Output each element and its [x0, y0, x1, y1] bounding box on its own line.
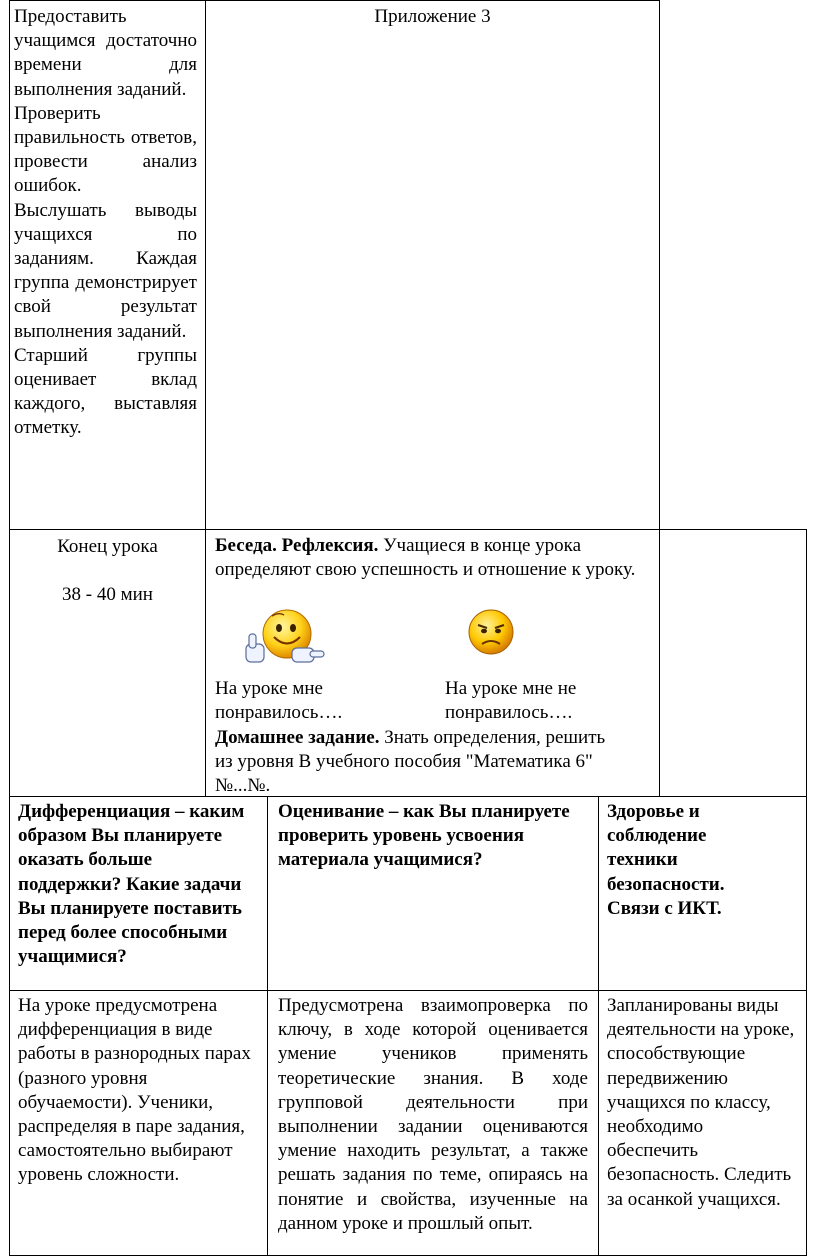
stage-label: Конец урока — [57, 536, 158, 557]
assessment-header: Оценивание – как Вы планируете проверить уровень усвоения материала учащимися? — [278, 801, 570, 871]
homework-body: Знать определения, решить из уровня В учебного пособия "Математика 6" №...№. — [215, 727, 606, 797]
differentiation-header-cell — [9, 796, 268, 991]
assessment-answer-cell — [267, 990, 599, 1256]
health-answer: Запланированы виды деятельности на уроке, способствующие передвижению учащихся по классу, необходимо обеспечить безопасность. Следить за осанкой учащихся. — [607, 995, 795, 1210]
row1-left-cell — [9, 0, 206, 530]
row2-empty-cell — [659, 529, 807, 797]
disliked-label: На уроке мне не понравилось…. — [445, 678, 577, 724]
row2-content-cell — [205, 529, 660, 797]
appendix-label: Приложение 3 — [374, 6, 491, 27]
thumbs-up-smiley-icon — [232, 604, 332, 674]
paragraph: Выслушать выводы учащихся по заданиям. Каждая группа демонстрирует свой результат выполнения заданий. — [14, 199, 197, 342]
paragraph: Старший группы оценивает вклад каждого, выставляя отметку. — [14, 344, 197, 439]
reflection-body: Учащиеся в конце урока определяют свою успешность и отношение к уроку. — [215, 535, 636, 581]
stage-time: 38 - 40 мин — [62, 584, 153, 606]
paragraph: Проверить правильность ответов, провести анализ ошибок. — [14, 102, 197, 197]
liked-label: На уроке мне понравилось…. — [215, 678, 343, 724]
assessment-answer: Предусмотрена взаимопроверка по ключу, в ходе которой оценивается умение учеников применять теоретические знания. В ходе групповой деятельности при выполнении задании оцениваются умение находить результат, а также решать задания по теме, опираясь на понятие и свойства, изученные на данном уроке и прошлый опыт. — [278, 995, 588, 1234]
reflection-text — [206, 530, 659, 582]
differentiation-answer: На уроке предусмотрена дифференциация в виде работы в разнородных парах (разного уровня обучаемости). Ученики, распределяя в паре задания, самостоятельно выбирают уровень сложности. — [18, 995, 251, 1186]
homework-text — [215, 726, 615, 799]
differentiation-answer-cell — [9, 990, 268, 1256]
frowning-smiley-icon — [466, 606, 516, 658]
health-answer-cell — [598, 990, 807, 1256]
homework-heading: Домашнее задание. — [215, 727, 380, 748]
differentiation-header: Дифференциация – каким образом Вы планируете оказать больше поддержки? Какие задачи Вы планируете поставить перед более способными учащимися? — [18, 801, 245, 968]
health-header-cell — [598, 796, 807, 991]
teacher-actions-text — [10, 1, 205, 441]
paragraph: Предоставить учащимся достаточно времени для выполнения заданий. — [14, 6, 197, 100]
assessment-header-cell — [267, 796, 599, 991]
row1-middle-cell — [205, 0, 660, 530]
row2-stage-cell — [9, 529, 206, 797]
health-header: Здоровье и соблюдение техники безопасности. Связи с ИКТ. — [607, 801, 725, 919]
reflection-heading: Беседа. Рефлексия. — [215, 535, 379, 556]
